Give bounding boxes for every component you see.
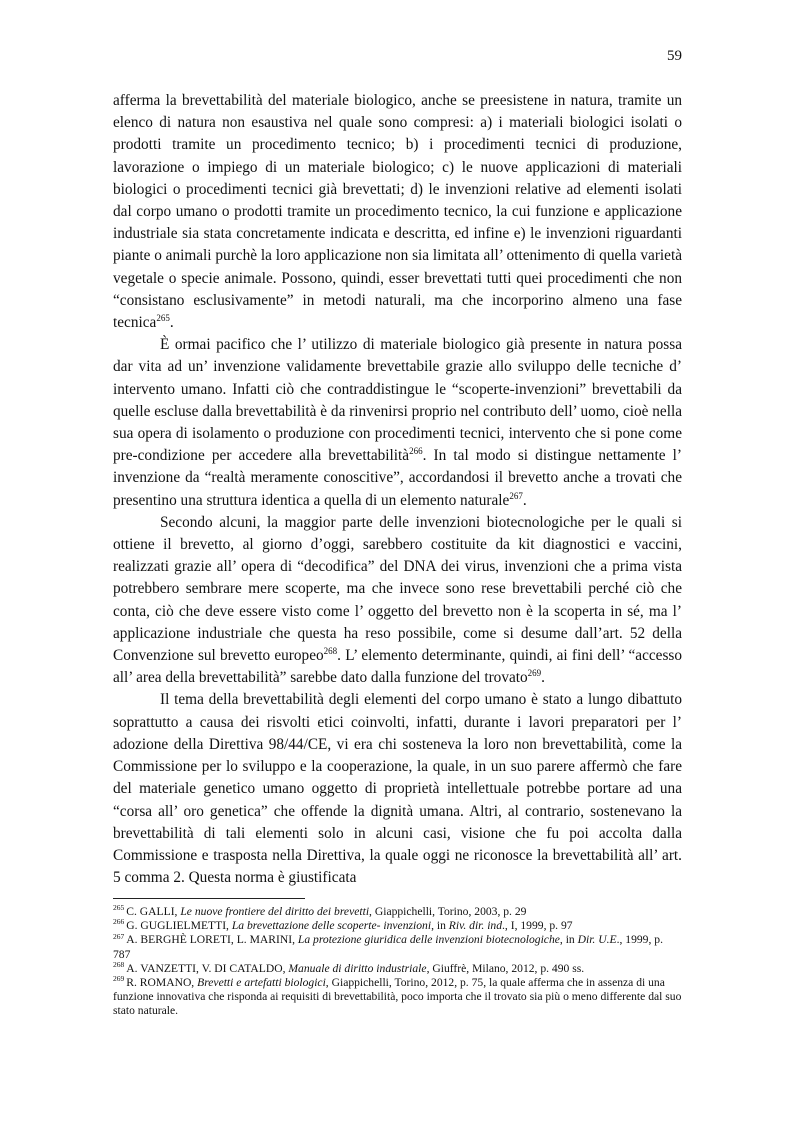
footnote-reference: 269	[527, 668, 542, 679]
text-run: ., 1999, p. 787	[113, 933, 663, 961]
paragraph	[113, 512, 682, 690]
text-run: , in	[559, 933, 578, 947]
text-run: A. BERGHÈ LORETI, L. MARINI,	[126, 933, 298, 947]
footnote-number: 269	[113, 974, 125, 984]
footnote-number: 265	[113, 903, 125, 913]
text-run: Secondo alcuni, la maggior parte delle invenzioni biotecnologiche per le quali si ottiene il brevetto, al giorno d’oggi, sarebbero costituite da kit diagnostici e vaccini, realizzati grazie all’ opera di “decodifica” del DNA dei virus, invenzioni che a prima vista potrebbero sembrare mere scoperte, ma che invece sono rese brevettabili perché ciò che conta, ciò che deve essere visto come l’ oggetto del brevetto non è la scoperta in sé, ma l’ applicazione industriale che questa ha reso possibile, come si desume dall’art. 52 della Convenzione sul brevetto europeo	[113, 513, 682, 665]
italic-title: La protezione giuridica delle invenzioni biotecnologiche	[297, 933, 560, 947]
italic-title: Dir. U.E	[577, 933, 617, 947]
footnote	[113, 905, 682, 919]
italic-title: Brevetti e artefatti biologici	[197, 976, 326, 990]
footnote-number: 268	[113, 959, 125, 969]
footnote	[113, 933, 682, 961]
text-run: , Giappichelli, Torino, 2003, p. 29	[369, 905, 527, 918]
footnote-number: 267	[113, 931, 125, 941]
text-run: Il tema della brevettabilità degli elementi del corpo umano è stato a lungo dibattuto soprattutto a causa dei risvolti etici coinvolti, infatti, durante i lavori preparatori per l’ adozione della Direttiva 98/44/CE, vi era chi sosteneva la loro non brevettabilità, come la Commissione per lo sviluppo e la cooperazione, la quale, in un suo parere affermò che fare del materiale genetico umano oggetto di proprietà intellettuale potrebbe portare ad una “corsa all’ oro genetica” che offende la dignità umana. Altri, al contrario, sostenevano la brevettabilità di tali elementi solo in alcuni casi, visione che fu poi accolta dalla Commissione e trasposta nella Direttiva, la quale oggi ne riconosce la brevettabilità all’ art. 5 comma 2. Questa norma è giustificata	[113, 691, 682, 887]
text-run: G. GUGLIELMETTI,	[126, 919, 232, 933]
text-run: ., I, 1999, p. 97	[502, 919, 573, 933]
text-run: . L’ elemento determinante, quindi, ai fini dell’ “accesso all’ area della brevettabilità” sarebbe dato dalla funzione del trovato	[113, 647, 683, 687]
italic-title: Riv. dir. ind	[448, 919, 503, 933]
footnote	[113, 959, 682, 976]
paragraph	[113, 689, 682, 889]
italic-title: Manuale di diritto industriale	[288, 961, 427, 975]
italic-title: La brevettazione delle scoperte- invenzioni	[231, 919, 432, 933]
text-run: .	[522, 491, 527, 509]
text-run: .	[541, 669, 545, 687]
footnote-number: 266	[113, 917, 125, 927]
paragraph	[113, 90, 682, 334]
footnote	[113, 919, 682, 933]
text-run: R. ROMANO,	[126, 976, 198, 990]
footnote	[113, 976, 682, 1019]
text-run: C. GALLI,	[126, 905, 181, 918]
paragraph	[113, 334, 682, 512]
text-run: . In tal modo si distingue nettamente l’ invenzione da “realtà meramente conoscitive”, accordandosi il brevetto anche a trovati che presentino una struttura identica a quella di un elemento naturale	[113, 447, 682, 509]
text-run: .	[169, 314, 174, 332]
text-run: afferma la brevettabilità del materiale biologico, anche se preesistene in natura, tramite un elenco di natura non esaustiva nel quale sono compresi: a) i materiali biologici isolati o prodotti tramite un procedimento tecnico; b) i procedimenti tecnici di produzione, lavorazione o impiego di un materiale biologico; c) le nuove applicazioni di materiali biologici o procedimenti tecnici già brevettati; d) le invenzioni relative ad elementi isolati dal corpo umano o prodotti tramite un procedimento tecnico, la cui funzione e applicazione industriale sia stata concretamente indicata e descritta, ed infine e) le invenzioni riguardanti piante o animali purchè la loro applicazione non sia limitata all’ ottenimento di quella varietà vegetale o specie animale. Possono, quindi, esser brevettati tutti quei procedimenti che non “consistano esclusivamente” in metodi naturali, ma che incorporino almeno una fase tecnica	[113, 92, 682, 332]
text-run: È ormai pacifico che l’ utilizzo di materiale biologico già presente in natura possa dar vita ad un’ invenzione validamente brevettabile grazie allo sviluppo delle tecniche d’ intervento umano. Infatti ciò che contraddistingue le “scoperte-invenzioni” brevettabili da quelle escluse dalla brevettabilità è da rinvenirsi proprio nel contributo dell’ uomo, cioè nella sua opera di isolamento o produzione con procedimenti tecnici, intervento che si pone come pre-condizione per accedere alla brevettabilità	[113, 336, 682, 465]
body-text	[113, 90, 682, 889]
italic-title: Le nuove frontiere del diritto dei brevetti	[180, 905, 370, 918]
text-run: , in	[431, 919, 449, 933]
text-run: A. VANZETTI, V. DI CATALDO,	[126, 961, 289, 975]
text-run: , Giuffrè, Milano, 2012, p. 490 ss.	[426, 961, 585, 975]
footnote-reference: 268	[323, 645, 338, 656]
text-run: , Giappichelli, Torino, 2012, p. 75, la quale afferma che in assenza di una funzione innovativa che risponda ai requisiti di brevettabilità, poco importa che il trovato sia più o meno differente dal suo stato naturale.	[113, 976, 682, 1018]
footnote-reference: 266	[409, 446, 423, 457]
footnotes	[113, 905, 682, 1019]
footnote-reference: 265	[156, 312, 170, 323]
footnote-separator	[113, 898, 305, 899]
footnote-reference: 267	[509, 490, 523, 501]
page-number: 59	[667, 48, 682, 64]
